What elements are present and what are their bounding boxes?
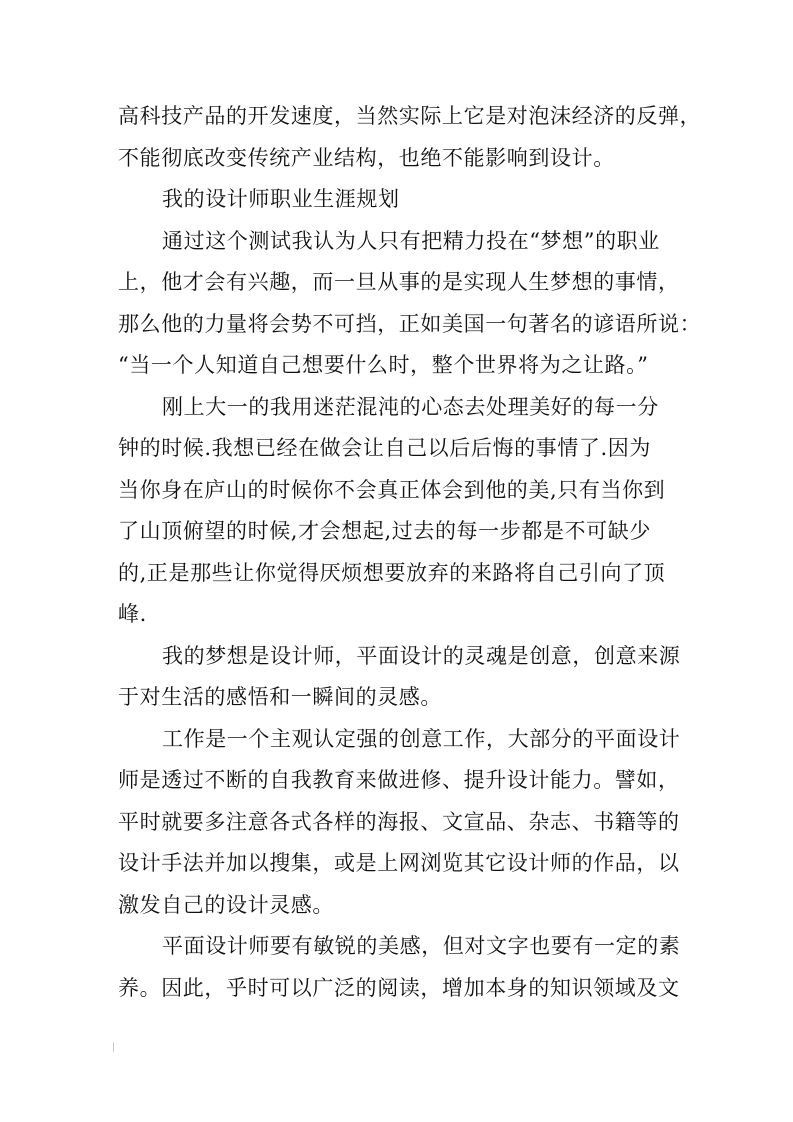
- paragraph-my-dream: [118, 636, 681, 719]
- text-line: 师是透过不断的自我教育来做进修、提升设计能力。譬如，: [118, 768, 680, 792]
- paragraph-work: [118, 719, 681, 927]
- text-line: 激发自己的设计灵感。: [118, 892, 334, 917]
- text-line: 高科技产品的开发速度，当然实际上它是对泡沫经济的反弹，: [118, 104, 702, 128]
- paragraph-aesthetics: [118, 926, 681, 1009]
- paragraph-dream-career: [118, 221, 702, 387]
- text-line: “当一个人知道自己想要什么时，整个世界将为之让路。”: [118, 353, 649, 377]
- section-heading: [118, 179, 678, 221]
- text-line: 那么他的力量将会势不可挡，正如美国一句著名的谚语所说：: [118, 311, 702, 336]
- text-line: 养。因此，乎时可以广泛的阅读，增加本身的知识领域及文: [118, 975, 680, 1000]
- text-line: 不能彻底改变传统产业结构，也绝不能影响到设计。: [118, 145, 615, 170]
- paragraph-continuation: [118, 96, 702, 179]
- margin-corner-mark: [113, 1042, 120, 1052]
- text-line: 峰.: [118, 602, 147, 626]
- heading-text: 我的设计师职业生涯规划: [162, 187, 400, 211]
- text-line: 我的梦想是设计师，平面设计的灵魂是创意，创意来源: [162, 643, 681, 668]
- text-line: 平时就要多注意各式各样的海报、文宣品、杂志、书籍等的: [118, 809, 680, 834]
- text-line: 了山顶俯望的时候,才会想起,过去的每一步都是不可缺少: [118, 519, 651, 543]
- text-line: 刚上大一的我用迷茫混沌的心态去处理美好的每一分: [162, 394, 659, 419]
- document-body: [118, 96, 702, 1009]
- text-line: 上，他才会有兴趣，而一旦从事的是实现人生梦想的事情，: [118, 270, 680, 294]
- text-line: 的,正是那些让你觉得厌烦想要放弃的来路将自己引向了顶: [118, 560, 666, 585]
- text-line: 平面设计师要有敏锐的美感，但对文字也要有一定的素: [162, 934, 681, 958]
- text-line: 于对生活的感悟和一瞬间的灵感。: [118, 685, 442, 709]
- paragraph-freshman: [118, 387, 678, 636]
- text-line: 通过这个测试我认为人只有把精力投在“梦想”的职业: [162, 228, 660, 253]
- text-line: 钟的时候.我想已经在做会让自己以后后悔的事情了.因为: [118, 436, 651, 460]
- text-line: 设计手法并加以搜集，或是上网浏览其它设计师的作品，以: [118, 851, 680, 875]
- text-line: 工作是一个主观认定强的创意工作，大部分的平面设计: [162, 726, 681, 751]
- text-line: 当你身在庐山的时候你不会真正体会到他的美,只有当你到: [118, 477, 666, 502]
